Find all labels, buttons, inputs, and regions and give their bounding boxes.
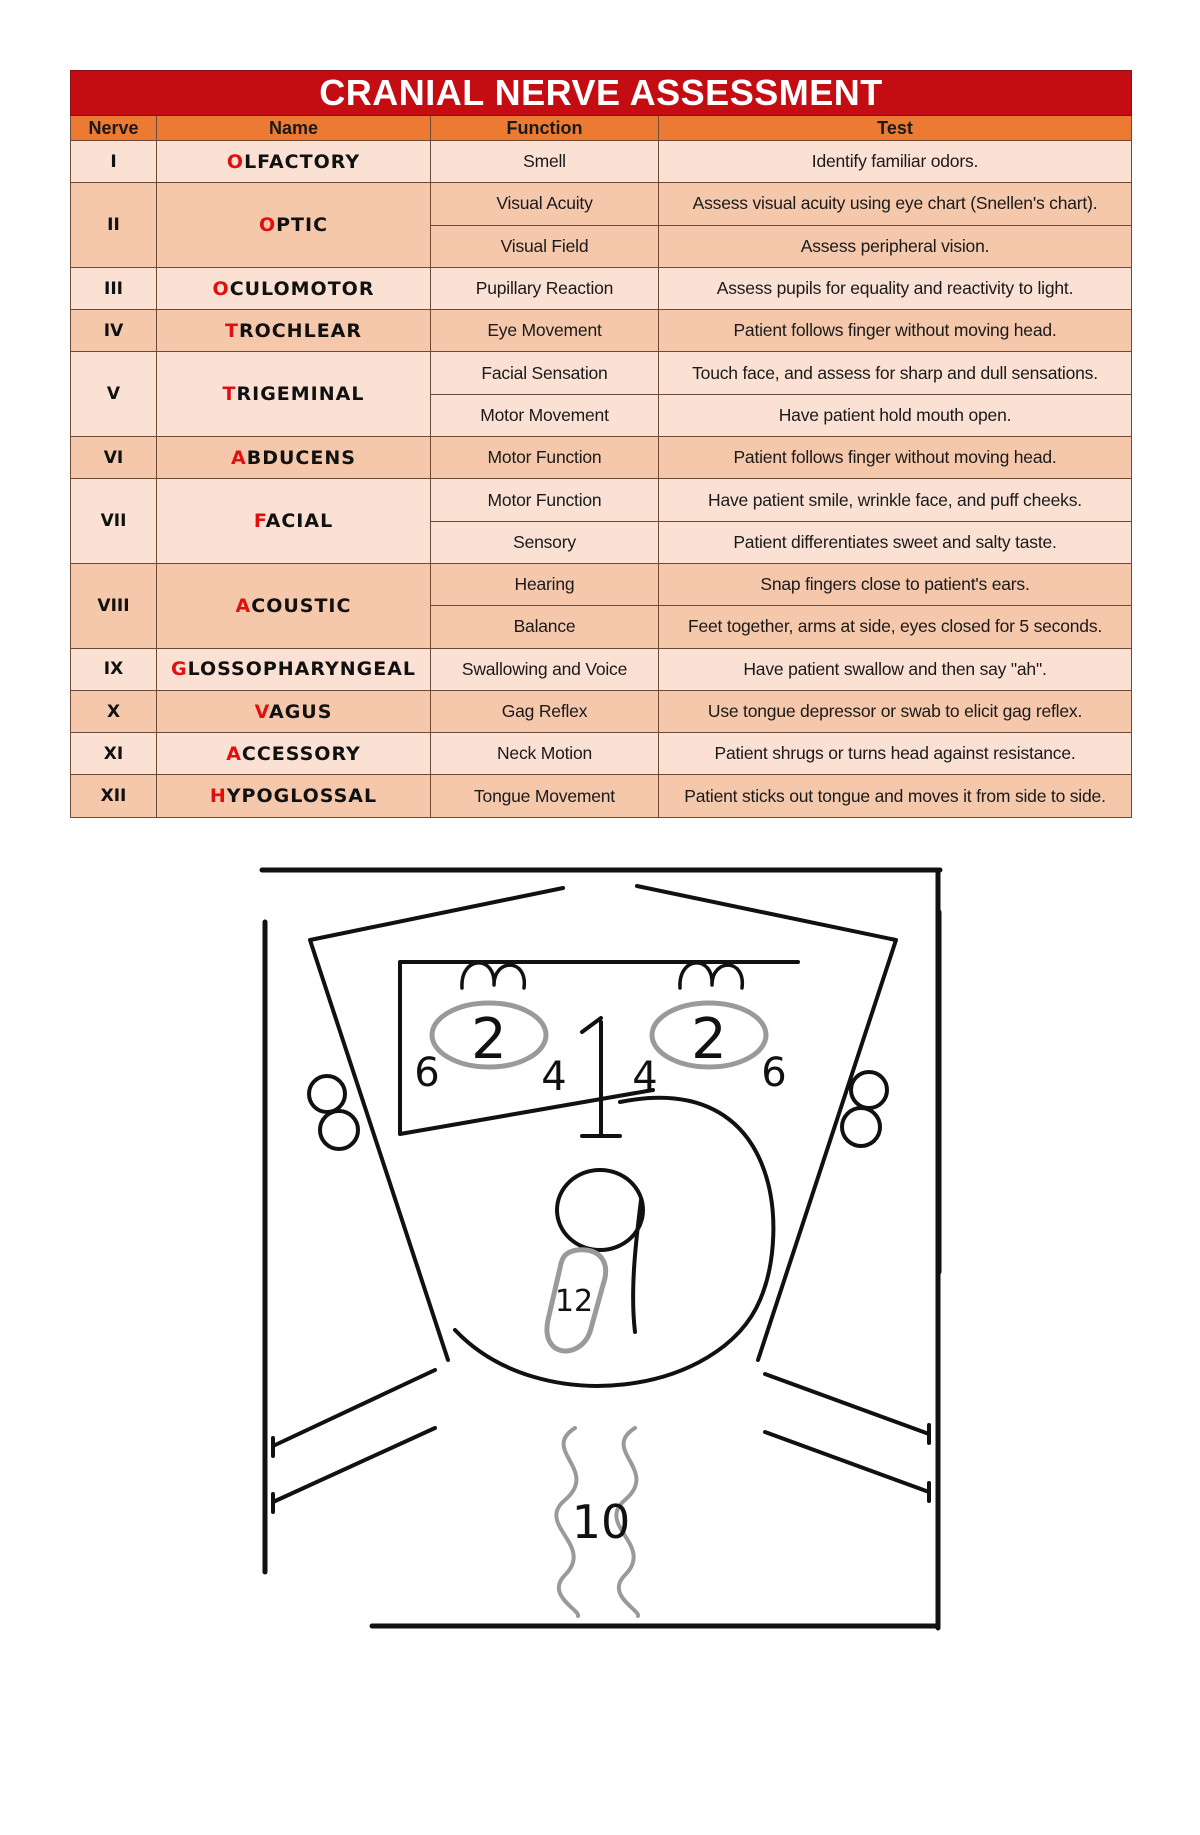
nerve-test: Feet together, arms at side, eyes closed for 5 seconds. <box>659 606 1132 648</box>
nerve-function: Motor Function <box>431 437 659 479</box>
nerve-function: Gag Reflex <box>431 690 659 732</box>
eyebrow-left-icon <box>462 963 524 988</box>
nerve-name-initial: T <box>222 383 237 406</box>
nerve-numeral: X <box>71 690 157 732</box>
nerve-test: Touch face, and assess for sharp and dull sensations. <box>659 352 1132 394</box>
nerve-function: Hearing <box>431 563 659 605</box>
label-inner-right: 4 <box>632 1054 658 1100</box>
label-tongue: 12 <box>554 1284 594 1319</box>
nerve-name-rest: BDUCENS <box>246 446 356 469</box>
nerve-numeral: V <box>71 352 157 437</box>
nerve-function: Motor Movement <box>431 394 659 436</box>
pharynx-stroke-icon <box>633 1200 641 1332</box>
nerve-name-rest: YPOGLOSSAL <box>226 785 378 808</box>
header-function: Function <box>431 116 659 141</box>
nerve-name-initial: H <box>209 785 227 808</box>
nerve-numeral: XII <box>71 775 157 817</box>
label-throat: 10 <box>571 1495 631 1549</box>
nerve-numeral: VII <box>71 479 157 564</box>
nerve-numeral: III <box>71 267 157 309</box>
nerve-name-rest: CULOMOTOR <box>229 277 375 300</box>
nerve-numeral: VIII <box>71 563 157 648</box>
nerve-test: Patient sticks out tongue and moves it from side to side. <box>659 775 1132 817</box>
label-side-left: 6 <box>414 1050 440 1096</box>
nerve-test: Identify familiar odors. <box>659 141 1132 183</box>
accessory-arrows-right-icon <box>765 1374 929 1501</box>
nerve-function: Swallowing and Voice <box>431 648 659 690</box>
trigeminal-curve-icon <box>455 1098 773 1386</box>
nerve-test: Patient shrugs or turns head against resistance. <box>659 733 1132 775</box>
nerve-name-initial: F <box>253 510 266 533</box>
nerve-name-rest: PTIC <box>276 214 329 237</box>
table-title: CRANIAL NERVE ASSESSMENT <box>71 71 1132 116</box>
nerve-test: Patient follows finger without moving head. <box>659 310 1132 352</box>
label-side-right: 6 <box>761 1050 787 1096</box>
nerve-test: Have patient swallow and then say "ah". <box>659 648 1132 690</box>
nerve-test: Assess pupils for equality and reactivity to light. <box>659 267 1132 309</box>
eyebrow-right-icon <box>680 963 742 988</box>
accessory-arrows-left-icon <box>273 1370 435 1512</box>
label-eye-left: 2 <box>471 1007 507 1072</box>
nerve-name-rest: COUSTIC <box>251 594 352 617</box>
nerve-name-initial: G <box>170 658 188 681</box>
nerve-test: Patient differentiates sweet and salty taste. <box>659 521 1132 563</box>
nerve-name-initial: V <box>254 700 269 723</box>
header-nerve: Nerve <box>71 116 157 141</box>
nerve-name-rest: LFACTORY <box>244 150 361 173</box>
nerve-numeral: IX <box>71 648 157 690</box>
nerve-numeral: VI <box>71 437 157 479</box>
nerve-name-initial: A <box>235 594 252 617</box>
header-test: Test <box>659 116 1132 141</box>
nerve-numeral: II <box>71 183 157 268</box>
nerve-function: Eye Movement <box>431 310 659 352</box>
nerve-test: Snap fingers close to patient's ears. <box>659 563 1132 605</box>
label-inner-left: 4 <box>541 1054 567 1100</box>
nerve-name-rest: ACIAL <box>265 510 334 533</box>
nerve-name-initial: T <box>224 319 239 342</box>
header-name: Name <box>157 116 431 141</box>
nerve-function: Visual Field <box>431 225 659 267</box>
nerve-name-initial: O <box>226 150 245 173</box>
nerve-test: Assess peripheral vision. <box>659 225 1132 267</box>
mouth-icon <box>557 1170 643 1250</box>
nerve-name-rest: ROCHLEAR <box>238 319 363 342</box>
nerve-function: Pupillary Reaction <box>431 267 659 309</box>
nerve-test: Have patient hold mouth open. <box>659 394 1132 436</box>
nerve-function: Tongue Movement <box>431 775 659 817</box>
nerve-function: Balance <box>431 606 659 648</box>
nose-nerve-one-icon <box>582 1018 620 1136</box>
nerve-function: Motor Function <box>431 479 659 521</box>
nerve-function: Facial Sensation <box>431 352 659 394</box>
nerve-name-initial: O <box>212 277 230 300</box>
nerve-name-rest: RIGEMINAL <box>236 383 365 406</box>
nerve-numeral: I <box>71 141 157 183</box>
nerve-test: Patient follows finger without moving head. <box>659 437 1132 479</box>
nerve-name-rest: LOSSOPHARYNGEAL <box>187 658 417 681</box>
nerve-test: Use tongue depressor or swab to elicit gag reflex. <box>659 690 1132 732</box>
nerve-name-initial: O <box>258 214 277 237</box>
nerve-test: Have patient smile, wrinkle face, and puff cheeks. <box>659 479 1132 521</box>
nerve-name-rest: AGUS <box>269 700 333 723</box>
nerve-function: Sensory <box>431 521 659 563</box>
nerve-function: Neck Motion <box>431 733 659 775</box>
nerve-function: Visual Acuity <box>431 183 659 225</box>
nerve-name-initial: A <box>231 446 247 469</box>
nerve-numeral: IV <box>71 310 157 352</box>
nerve-name-rest: CCESSORY <box>241 742 361 765</box>
nerve-numeral: XI <box>71 733 157 775</box>
nerve-function: Smell <box>431 141 659 183</box>
nerve-test: Assess visual acuity using eye chart (Snellen's chart). <box>659 183 1132 225</box>
label-eye-right: 2 <box>691 1007 727 1072</box>
nerve-name-initial: A <box>226 742 242 765</box>
ear-left-icon <box>309 1076 358 1149</box>
